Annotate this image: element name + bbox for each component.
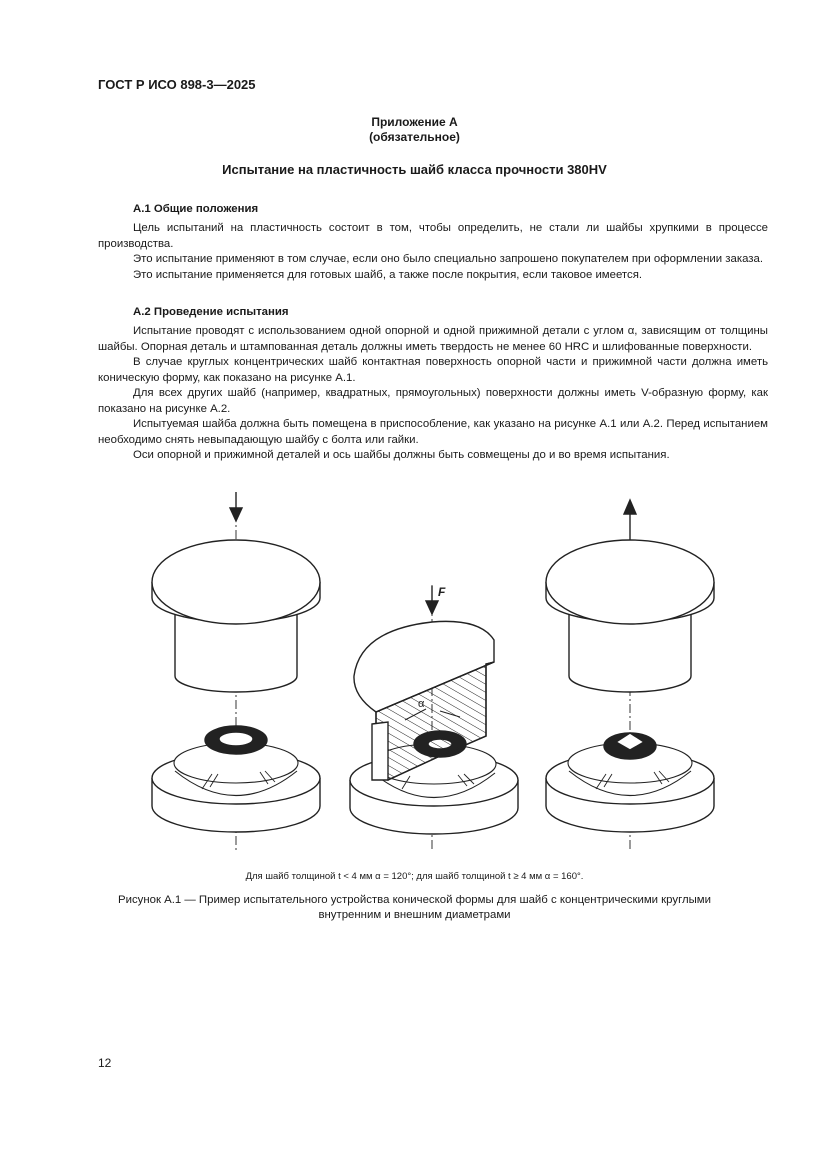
figure-note: Для шайб толщиной t < 4 мм α = 120°; для шайб толщиной t ≥ 4 мм α = 160°. (245, 871, 584, 882)
paragraph: Испытуемая шайба должна быть помещена в приспособление, как указано на рисунке А.1 или А.2. Перед испытанием необходимо снять невыпадающую шайбу с болта или гайки. (98, 418, 768, 446)
paragraph: Оси опорной и прижимной деталей и ось шайбы должны быть совмещены до и во время испытания. (133, 449, 670, 461)
angle-label: α (418, 698, 425, 710)
arrow-down-icon (230, 508, 242, 521)
paragraph: Цель испытаний на пластичность состоит в том, чтобы определить, не стали ли шайбы хрупкими в процессе производства. (98, 222, 768, 250)
center-fixture (350, 585, 518, 850)
document-title: Испытание на пластичность шайб класса прочности 380HV (222, 162, 607, 177)
paragraph: Это испытание применяют в том случае, если оно было специально запрошено покупателем при оформлении заказа. (133, 253, 764, 265)
annex-title: Приложение А (371, 115, 458, 129)
paragraph: Испытание проводят с использованием одной опорной и одной прижимной детали с углом α, зависящим от толщины шайбы. Опорная деталь и штампованная деталь должны иметь твердость не менее 60 HRC и шлифованные поверхности. (98, 325, 768, 353)
figure-caption: Рисунок А.1 — Пример испытательного устройства конической формы для шайб с концентрическими круглыми внутренним и внешним диаметрами (117, 894, 711, 921)
right-fixture (546, 500, 714, 850)
paragraph: Для всех других шайб (например, квадратных, прямоугольных) поверхности должны иметь V-образную форму, как показано на рисунке А.2. (98, 387, 768, 415)
force-arrow-icon (426, 601, 438, 614)
left-fixture (152, 492, 320, 850)
force-label: F (438, 585, 446, 599)
arrow-up-icon (624, 500, 636, 514)
document-code: ГОСТ Р ИСО 898-3—2025 (98, 77, 256, 92)
paragraph: В случае круглых концентрических шайб контактная поверхность опорной части и прижимной части должна иметь коническую форму, как показано на рисунке А.1. (98, 356, 768, 384)
paragraph: Это испытание применяется для готовых шайб, а также после покрытия, если таковое имеется. (133, 268, 643, 281)
page-number: 12 (98, 1056, 112, 1070)
annex-status: (обязательное) (369, 130, 460, 144)
section-heading-a1: А.1 Общие положения (133, 203, 259, 215)
section-heading-a2: А.2 Проведение испытания (133, 306, 289, 318)
